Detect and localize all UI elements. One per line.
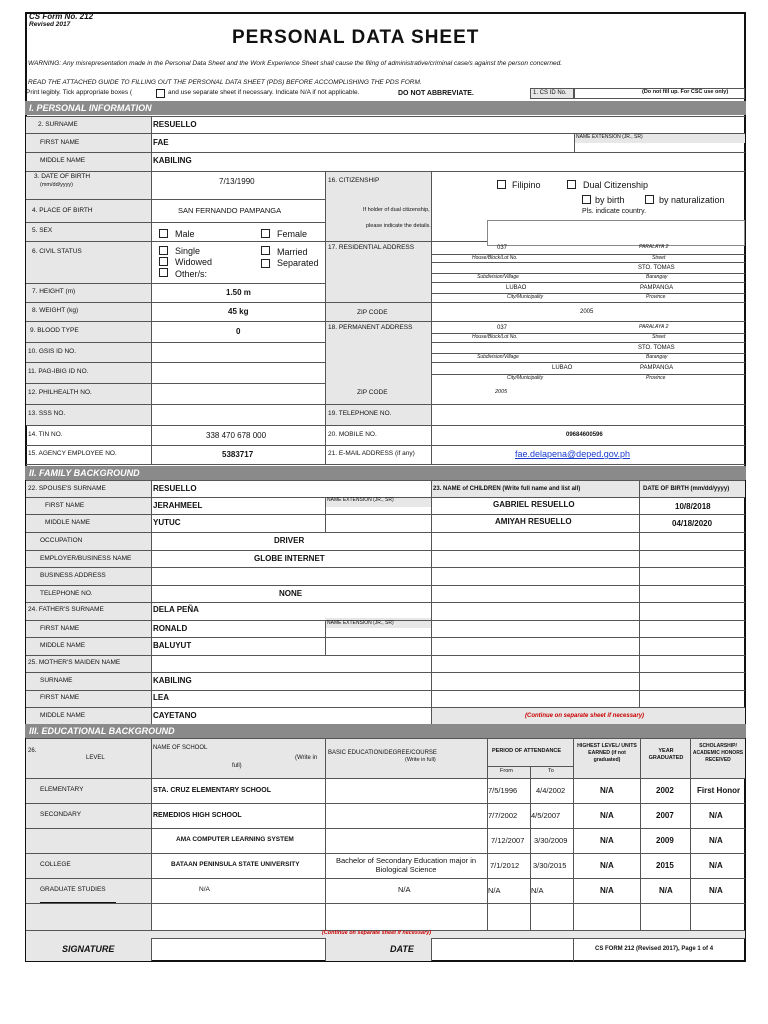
by-naturalization-label: by naturalization xyxy=(659,195,725,205)
child-dob-header: DATE OF BIRTH (mm/dd/yyyy) xyxy=(643,486,730,492)
edu-year-graduate[interactable]: N/A xyxy=(659,886,673,895)
mother-middle-field[interactable]: CAYETANO xyxy=(153,711,197,720)
female-checkbox[interactable] xyxy=(261,229,270,238)
perm-barangay-field[interactable]: STO. TOMAS xyxy=(638,345,675,351)
philhealth-label: 12. PHILHEALTH NO. xyxy=(28,389,92,396)
signature-field[interactable] xyxy=(152,939,324,961)
agency-no-label: 15. AGENCY EMPLOYEE NO. xyxy=(28,450,117,457)
warning-text: WARNING: Any misrepresentation made in the Personal Data Sheet and the Work Experience Sheet shall cause the filing of administrative/criminal case/s against the person concerned. xyxy=(28,60,562,67)
edu-year-college[interactable]: 2015 xyxy=(656,861,674,870)
pob-label: 4. PLACE OF BIRTH xyxy=(32,207,93,214)
filipino-label: Filipino xyxy=(512,180,541,190)
widowed-checkbox[interactable] xyxy=(159,257,168,266)
married-label: Married xyxy=(277,247,308,257)
perm-city-label: City/Municipality xyxy=(507,375,544,381)
edu-honors-vocational[interactable]: N/A xyxy=(709,836,723,845)
male-label: Male xyxy=(175,229,195,239)
page-title: PERSONAL DATA SHEET xyxy=(232,27,480,48)
spouse-first-label: FIRST NAME xyxy=(45,502,85,509)
height-field[interactable]: 1.50 m xyxy=(226,288,251,297)
edu-year-secondary[interactable]: 2007 xyxy=(656,811,674,820)
gsis-label: 10. GSIS ID NO. xyxy=(28,348,77,355)
child-2-dob[interactable]: 04/18/2020 xyxy=(672,519,713,528)
edu-course-header-2: (Write in full) xyxy=(405,757,436,763)
edu-year-elementary[interactable]: 2002 xyxy=(656,786,674,795)
children-header: 23. NAME of CHILDREN (Write full name and list all) xyxy=(433,486,581,492)
edu-level-header: LEVEL xyxy=(86,755,105,761)
employer-field[interactable]: GLOBE INTERNET xyxy=(254,554,325,563)
date-field[interactable] xyxy=(432,939,572,961)
print-instruction-b: and use separate sheet if necessary. Indicate N/A if not applicable. xyxy=(168,89,360,96)
edu-from-vocational[interactable]: 7/12/2007 xyxy=(491,836,525,845)
perm-house-field[interactable]: 037 xyxy=(497,325,508,331)
child-2-name[interactable]: AMIYAH RESUELLO xyxy=(495,517,572,526)
guide-text: READ THE ATTACHED GUIDE TO FILLING OUT THE PERSONAL DATA SHEET (PDS) BEFORE ACCOMPLISHING THE PDS FORM. xyxy=(28,79,422,86)
sample-checkbox xyxy=(156,89,165,98)
by-birth-label: by birth xyxy=(595,195,625,205)
country-dropdown[interactable] xyxy=(487,220,745,246)
dob-format-label: (mm/dd/yyyy) xyxy=(40,182,73,188)
dual-note-2: please indicate the details. xyxy=(366,223,431,229)
dob-label: 3. DATE OF BIRTH xyxy=(34,173,91,180)
edu-honors-header: SCHOLARSHIP/ ACADEMIC HONORS RECEIVED xyxy=(692,743,744,763)
date-label-cell xyxy=(325,938,431,961)
form-number: CS Form No. 212 xyxy=(29,12,94,21)
perm-city-field[interactable]: LUBAO xyxy=(552,365,573,371)
edu-to-graduate[interactable]: N/A xyxy=(531,886,544,895)
email-label: 21. E-MAIL ADDRESS (if any) xyxy=(328,450,415,457)
edu-num-header: 26. xyxy=(28,748,37,754)
mother-first-field[interactable]: LEA xyxy=(153,693,169,702)
edu-period-header: PERIOD OF ATTENDANCE xyxy=(492,748,562,754)
edu-level-college: COLLEGE xyxy=(40,861,71,868)
education-level-column xyxy=(26,778,151,930)
weight-field[interactable]: 45 kg xyxy=(228,307,249,316)
edu-to-vocational[interactable]: 3/30/2009 xyxy=(534,836,568,845)
single-label: Single xyxy=(175,246,201,256)
dual-citizenship-checkbox[interactable] xyxy=(567,180,576,189)
business-address-label: BUSINESS ADDRESS xyxy=(40,572,106,579)
perm-province-label: Province xyxy=(646,375,666,381)
res-barangay-field[interactable]: STO. TOMAS xyxy=(638,265,675,271)
spouse-first-field[interactable]: JERAHMEEL xyxy=(153,501,203,510)
edu-school-header-2: (Write in xyxy=(295,755,318,761)
edu-units-secondary[interactable]: N/A xyxy=(600,811,614,820)
tin-label: 14. TIN NO. xyxy=(28,431,63,438)
edu-units-header: HIGHEST LEVEL/ UNITS EARNED (if not graduated) xyxy=(577,743,637,763)
spouse-surname-label: 22. SPOUSE'S SURNAME xyxy=(28,485,106,492)
edu-level-graduate: GRADUATE STUDIES xyxy=(40,886,106,893)
spouse-surname-field[interactable]: RESUELLO xyxy=(153,484,197,493)
edu-units-elementary[interactable]: N/A xyxy=(600,786,614,795)
first-name-field[interactable]: FAE xyxy=(153,138,169,147)
sss-label: 13. SSS NO. xyxy=(28,410,66,417)
citizenship-label: 16. CITIZENSHIP xyxy=(328,177,380,184)
education-continue-note: (Continue on separate sheet if necessary) xyxy=(322,930,432,936)
spouse-middle-label: MIDDLE NAME xyxy=(45,519,91,526)
separated-checkbox[interactable] xyxy=(261,259,270,268)
father-first-label: FIRST NAME xyxy=(40,625,80,632)
perm-street-label: Street xyxy=(652,334,666,340)
res-barangay-label: Barangay xyxy=(646,274,668,280)
section-personal-information: I. PERSONAL INFORMATION xyxy=(25,101,746,115)
edu-from-secondary[interactable]: 7/7/2002 xyxy=(488,811,518,820)
mother-middle-label: MIDDLE NAME xyxy=(40,712,86,719)
edu-school-secondary[interactable]: REMEDIOS HIGH SCHOOL xyxy=(153,812,242,819)
email-link[interactable]: fae.delapena@deped.gov.ph xyxy=(515,449,631,459)
father-ext-label: NAME EXTENSION (JR., SR) xyxy=(327,620,394,626)
cs-id-label: 1. CS ID No. xyxy=(533,90,567,96)
edu-units-college[interactable]: N/A xyxy=(600,861,614,870)
agency-no-field[interactable]: 5383717 xyxy=(222,450,254,459)
surname-field[interactable]: RESUELLO xyxy=(153,120,197,129)
edu-school-graduate[interactable]: N/A xyxy=(199,886,210,893)
male-checkbox[interactable] xyxy=(159,229,168,238)
res-zip-field[interactable]: 2005 xyxy=(580,309,594,315)
first-name-label: FIRST NAME xyxy=(40,139,80,146)
dob-field[interactable]: 7/13/1990 xyxy=(219,177,255,186)
edu-from-elementary[interactable]: 7/5/1996 xyxy=(488,786,518,795)
form-revision: Revised 2017 xyxy=(29,21,71,28)
mobile-field[interactable]: 09684600596 xyxy=(566,432,603,438)
dual-citizenship-label: Dual Citizenship xyxy=(583,180,649,190)
mobile-label: 20. MOBILE NO. xyxy=(328,431,377,438)
others-checkbox[interactable] xyxy=(159,268,168,277)
middle-name-field[interactable]: KABILING xyxy=(153,156,192,165)
father-middle-label: MIDDLE NAME xyxy=(40,642,86,649)
spouse-middle-field[interactable]: YUTUC xyxy=(153,518,181,527)
filipino-checkbox[interactable] xyxy=(497,180,506,189)
edu-school-header: NAME OF SCHOOL xyxy=(153,745,208,751)
signature-label: SIGNATURE xyxy=(62,944,115,954)
blood-type-label: 9. BLOOD TYPE xyxy=(30,327,79,334)
female-label: Female xyxy=(277,229,308,239)
res-subdivision-label: Subdivision/Village xyxy=(477,274,519,280)
res-house-field[interactable]: 037 xyxy=(497,245,508,251)
occupation-label: OCCUPATION xyxy=(40,537,83,544)
spouse-telephone-field[interactable]: NONE xyxy=(279,589,303,598)
middle-name-label: MIDDLE NAME xyxy=(40,157,86,164)
mother-maiden-label: 25. MOTHER'S MAIDEN NAME xyxy=(28,659,121,666)
mother-first-label: FIRST NAME xyxy=(40,694,80,701)
blood-type-field[interactable]: 0 xyxy=(236,327,241,336)
section-family-background: II. FAMILY BACKGROUND xyxy=(25,466,746,480)
edu-course-graduate[interactable]: N/A xyxy=(398,885,411,894)
edu-to-college[interactable]: 3/30/2015 xyxy=(533,861,567,870)
res-zip-label: ZIP CODE xyxy=(357,309,388,316)
pagibig-label: 11. PAG-IBIG ID NO. xyxy=(28,368,89,375)
edu-year-header: YEAR GRADUATED xyxy=(648,748,684,761)
spouse-telephone-label: TELEPHONE NO. xyxy=(40,590,93,597)
edu-honors-secondary[interactable]: N/A xyxy=(709,811,723,820)
res-city-label: City/Municipality xyxy=(507,294,544,300)
edu-units-vocational[interactable]: N/A xyxy=(600,836,614,845)
edu-from-college[interactable]: 7/1/2012 xyxy=(490,861,520,870)
csc-use-note: (Do not fill up. For CSC use only) xyxy=(642,89,729,95)
sex-label: 5. SEX xyxy=(32,227,53,234)
form-page-info: CS FORM 212 (Revised 2017), Page 1 of 4 xyxy=(595,946,714,952)
occupation-field[interactable]: DRIVER xyxy=(274,536,305,545)
edu-honors-graduate[interactable]: N/A xyxy=(709,886,723,895)
civil-status-label: 6. CIVIL STATUS xyxy=(32,248,82,255)
edu-course-college[interactable]: Bachelor of Secondary Education major in Biological Science xyxy=(335,856,477,874)
res-house-label: House/Block/Lot No. xyxy=(472,255,518,261)
edu-from-header: From xyxy=(500,768,513,774)
single-checkbox[interactable] xyxy=(159,246,168,255)
father-surname-label: 24. FATHER'S SURNAME xyxy=(28,606,104,613)
res-street-field[interactable]: PARALAYA 2 xyxy=(639,244,669,250)
tin-field[interactable]: 338 470 678 000 xyxy=(206,431,267,440)
section-educational-background: III. EDUCATIONAL BACKGROUND xyxy=(25,724,746,738)
child-1-name[interactable]: GABRIEL RESUELLO xyxy=(493,500,575,509)
res-province-label: Province xyxy=(646,294,666,300)
indicate-country-label: Pls. indicate country. xyxy=(582,208,647,215)
perm-province-field[interactable]: PAMPANGA xyxy=(640,365,674,371)
perm-zip-field[interactable]: 2005 xyxy=(495,389,508,395)
child-1-dob[interactable]: 10/8/2018 xyxy=(675,502,711,511)
spouse-ext-label: NAME EXTENSION (JR., SR) xyxy=(327,497,394,503)
dual-note-1: If holder of dual citizenship, xyxy=(363,207,430,213)
res-city-field[interactable]: LUBAO xyxy=(506,285,527,291)
do-not-abbreviate: DO NOT ABBREVIATE. xyxy=(398,90,474,97)
edu-honors-elementary[interactable]: First Honor xyxy=(697,786,741,795)
widowed-label: Widowed xyxy=(175,257,213,267)
name-extension-label: NAME EXTENSION (JR., SR) xyxy=(576,134,643,140)
edu-honors-college[interactable]: N/A xyxy=(709,861,723,870)
edu-units-graduate[interactable]: N/A xyxy=(600,886,614,895)
perm-street-field[interactable]: PARALAYA 2 xyxy=(639,324,669,330)
res-province-field[interactable]: PAMPANGA xyxy=(640,285,674,291)
separated-label: Separated xyxy=(277,258,319,268)
edu-from-graduate[interactable]: N/A xyxy=(488,886,501,895)
family-continue-note: (Continue on separate sheet if necessary) xyxy=(525,713,645,719)
residential-address-label: 17. RESIDENTIAL ADDRESS xyxy=(328,244,415,251)
father-middle-field[interactable]: BALUYUT xyxy=(153,641,192,650)
employer-label: EMPLOYER/BUSINESS NAME xyxy=(40,555,132,562)
permanent-address-label: 18. PERMANENT ADDRESS xyxy=(328,324,413,331)
edu-school-vocational[interactable]: AMA COMPUTER LEARNING SYSTEM xyxy=(176,836,294,843)
surname-label: 2. SURNAME xyxy=(38,121,78,128)
edu-school-elementary[interactable]: STA. CRUZ ELEMENTARY SCHOOL xyxy=(153,787,271,794)
by-birth-checkbox[interactable] xyxy=(582,195,591,204)
perm-barangay-label: Barangay xyxy=(646,354,668,360)
weight-label: 8. WEIGHT (kg) xyxy=(32,307,79,314)
print-instruction-a: Print legibly. Tick appropriate boxes ( xyxy=(26,89,133,96)
married-checkbox[interactable] xyxy=(261,246,270,255)
edu-to-secondary[interactable]: 4/5/2007 xyxy=(531,811,561,820)
others-label: Other/s: xyxy=(175,269,208,279)
edu-course-header: BASIC EDUCATION/DEGREE/COURSE xyxy=(328,750,437,756)
edu-level-elementary: ELEMENTARY xyxy=(40,786,84,793)
edu-school-header-3: full) xyxy=(232,763,242,769)
pob-field[interactable]: SAN FERNANDO PAMPANGA xyxy=(178,206,282,215)
mother-surname-label: SURNAME xyxy=(40,677,73,684)
father-surname-field[interactable]: DELA PEÑA xyxy=(153,605,199,614)
perm-house-label: House/Block/Lot No. xyxy=(472,334,518,340)
father-first-field[interactable]: RONALD xyxy=(153,624,188,633)
edu-year-vocational[interactable]: 2009 xyxy=(656,836,674,845)
by-naturalization-checkbox[interactable] xyxy=(645,195,654,204)
edu-school-college[interactable]: BATAAN PENINSULA STATE UNIVERSITY xyxy=(171,861,300,868)
telephone-label: 19. TELEPHONE NO. xyxy=(328,410,392,417)
edu-to-header: To xyxy=(548,768,554,774)
mother-surname-field[interactable]: KABILING xyxy=(153,676,192,685)
perm-zip-label: ZIP CODE xyxy=(357,389,388,396)
edu-to-elementary[interactable]: 4/4/2002 xyxy=(536,786,566,795)
date-label: DATE xyxy=(390,944,414,954)
edu-level-secondary: SECONDARY xyxy=(40,811,82,818)
height-label: 7. HEIGHT (m) xyxy=(32,288,76,295)
perm-subdivision-label: Subdivision/Village xyxy=(477,354,519,360)
res-street-label: Street xyxy=(652,255,666,261)
